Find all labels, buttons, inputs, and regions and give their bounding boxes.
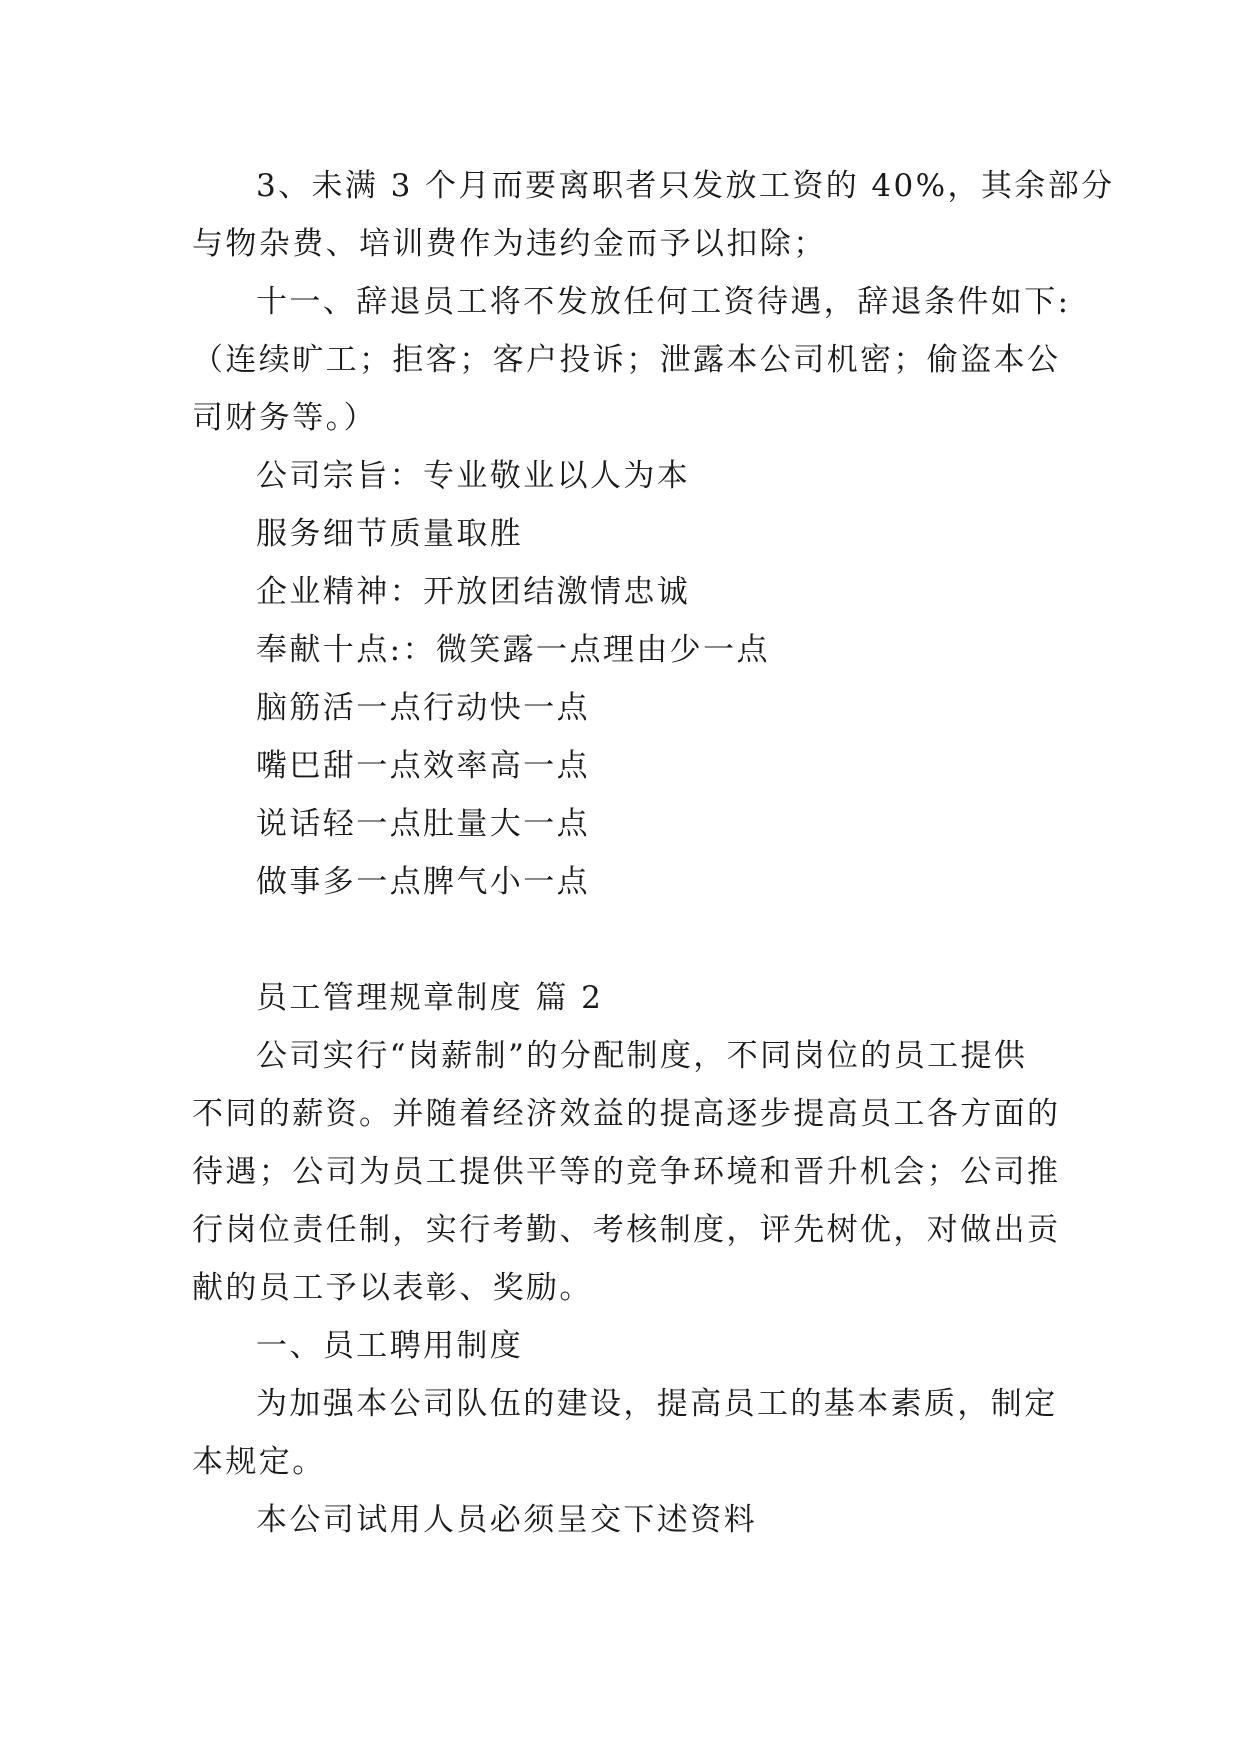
text-line: 十一、辞退员工将不发放任何工资待遇，辞退条件如下:: [256, 284, 1071, 320]
text-line: 服务细节质量取胜: [256, 516, 524, 552]
text-line: 司财务等。）: [192, 400, 377, 436]
text-line: 说话轻一点肚量大一点: [256, 806, 590, 842]
text-line: 脑筋活一点行动快一点: [256, 690, 590, 726]
text-line: 献的员工予以表彰、奖励。: [192, 1270, 593, 1306]
text-line: （连续旷工；拒客；客户投诉；泄露本公司机密；偷盗本公: [192, 342, 1061, 378]
text-line: 本公司试用人员必须呈交下述资料: [256, 1502, 757, 1538]
text-line: 公司宗旨：专业敬业以人为本: [256, 458, 691, 494]
text-line: 为加强本公司队伍的建设，提高员工的基本素质，制定: [256, 1386, 1058, 1422]
text-line: 公司实行“岗薪制”的分配制度，不同岗位的员工提供: [256, 1038, 1028, 1074]
text-line: 与物杂费、培训费作为违约金而予以扣除；: [192, 226, 827, 262]
text-line: 不同的薪资。并随着经济效益的提高逐步提高员工各方面的: [192, 1096, 1061, 1132]
subsection-heading: 一、员工聘用制度: [256, 1328, 524, 1364]
text-line: 3、未满 3 个月而要离职者只发放工资的 40%，其余部分: [256, 168, 1115, 204]
text-line: 做事多一点脾气小一点: [256, 864, 590, 900]
text-line: 企业精神：开放团结激情忠诚: [256, 574, 691, 610]
text-line: 本规定。: [192, 1444, 326, 1480]
text-line: 行岗位责任制，实行考勤、考核制度，评先树优，对做出贡: [192, 1212, 1061, 1248]
text-line: 嘴巴甜一点效率高一点: [256, 748, 590, 784]
section-heading: 员工管理规章制度 篇 2: [256, 980, 604, 1016]
text-line: 待遇；公司为员工提供平等的竞争环境和晋升机会；公司推: [192, 1154, 1061, 1190]
text-line: 奉献十点:：微笑露一点理由少一点: [256, 632, 770, 668]
